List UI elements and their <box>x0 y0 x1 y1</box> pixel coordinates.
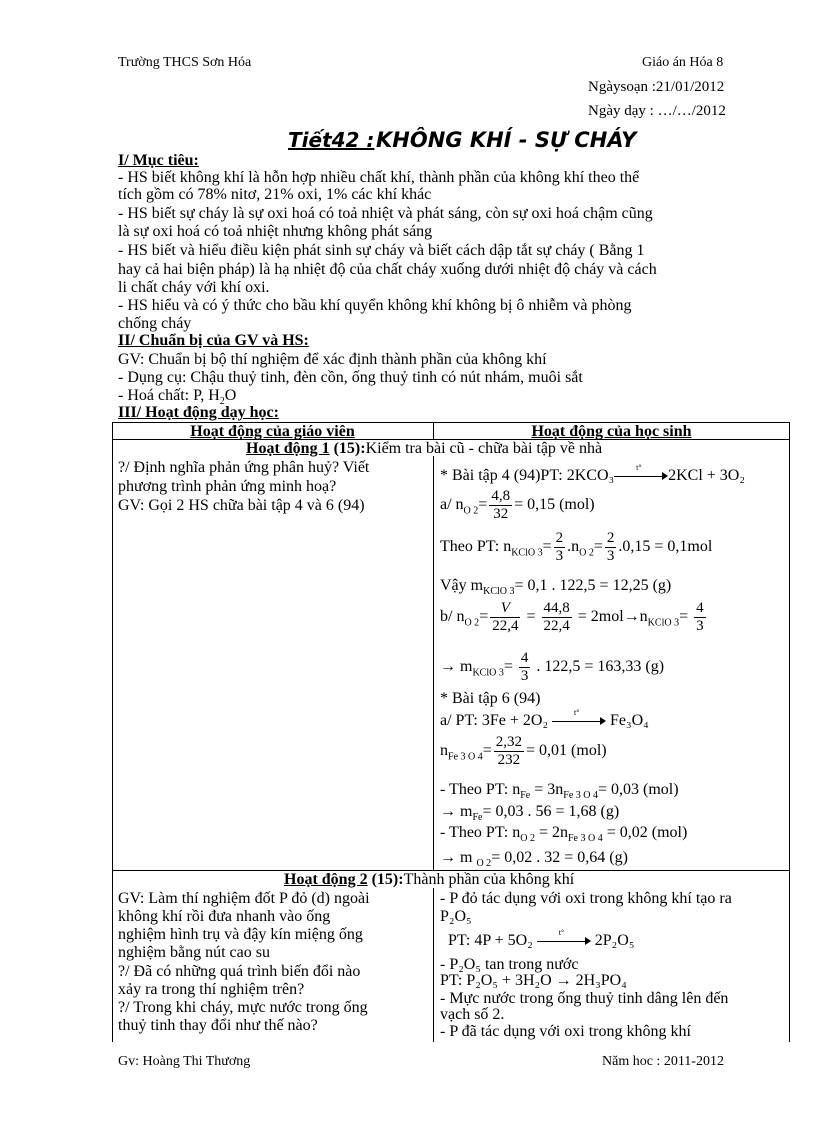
calc-b-m-kclo3: → $m_{KClO 3}=$ $\frac{4}{3}$ . 122,5 = 163,33 (g) <box>440 650 665 684</box>
calc-m-o2: → m $_{O 2}$= 0,02 . 32 = 0,64 (g) <box>440 849 628 870</box>
date-prepared: Ngàysoạn :21/01/2012 <box>588 79 725 95</box>
objective-line: là sự oxi hoá có toả nhiệt nhưng không phát sáng <box>118 223 433 240</box>
footer-teacher: Gv: Hoàng Thi Thương <box>118 1054 251 1069</box>
student-answer: - Mực nước trong ống thuỷ tinh dâng lên đến <box>440 990 729 1007</box>
objective-line: tích gồm có 78% nitơ, 21% oxi, 1% các khí khác <box>118 186 432 203</box>
preparation-line: GV: Chuẩn bị bộ thí nghiệm để xác định thành phần của không khí <box>118 351 547 368</box>
calc-m-fe: → $m_{Fe}= 0,03$ . 56 = 1,68 (g) <box>440 803 620 824</box>
footer-year: Năm hoc : 2011-2012 <box>602 1054 724 1069</box>
student-equation: PT: P₂O₅ + 3H₂O → 2H₃PO₄ <box>440 972 627 989</box>
activity-1-heading: Hoạt động 1 (15):Kiểm tra bài cũ - chữa bài tập về nhà <box>246 440 603 457</box>
calc-n-fe: - Theo PT: $n_{Fe} = 3n_{Fe 3 O 4}= 0,03$ (mol) <box>440 781 679 802</box>
objective-line: hay cả hai biện pháp) là hạ nhiệt độ của chất cháy xuống dưới nhiệt độ cháy và cách <box>118 261 657 278</box>
teacher-instruction: GV: Gọi 2 HS chữa bài tập 4 và 6 (94) <box>118 497 365 514</box>
exercise-4-equation: * Bài tập 4 (94)PT: 2KCO₃ t° 2KCl + 3O₂ <box>440 463 745 484</box>
section-activities-heading: III/ Hoạt động dạy học: <box>118 404 279 421</box>
student-answer: - P₂O₅ tan trong nước <box>440 956 579 973</box>
reaction-arrow: t° <box>552 715 606 727</box>
school-name: Trường THCS Sơn Hóa <box>118 55 252 70</box>
column-header-teacher: Hoạt động của giáo viên <box>190 423 355 440</box>
objective-line: - HS biết sự cháy là sự oxi hoá có toả nhiệt và phát sáng, còn sự oxi hoá chậm cũng <box>118 205 653 222</box>
table-col-divider <box>433 888 434 1042</box>
teacher-instruction: nghiệm bằng nút cao su <box>118 944 270 961</box>
teacher-question: ?/ Định nghĩa phản ứng phân huỷ? Viết <box>118 459 370 476</box>
table-col-divider <box>433 456 434 870</box>
student-answer: - P đỏ tác dụng với oxi trong không khí tạo ra <box>440 890 732 907</box>
teacher-instruction: nghiệm hình trụ và đậy kín miệng ống <box>118 926 363 943</box>
calc-n-o2: a/ $n_{O 2}=$ $\frac{4,8}{32}$ = 0,15 (mol) <box>440 488 595 522</box>
lesson-number: Tiết42 : <box>288 128 375 152</box>
calc-b-n-o2: b/ $n_{O 2}=$ $\frac{V}{22,4}$ = $\frac{44,8}{22,4}$ = $2mol\to n_{KClO 3}=$ $\frac{4}{3}$ <box>440 600 704 634</box>
lesson-title: KHÔNG KHÍ - SỰ CHÁY <box>376 128 637 152</box>
teacher-question: phương trình phản ứng minh hoạ? <box>118 478 337 495</box>
activity-2-heading: Hoạt động 2 (15):Thành phần của không khí <box>284 871 575 888</box>
student-answer: vạch số 2. <box>440 1006 505 1023</box>
preparation-line: - Dụng cụ: Chậu thuỷ tinh, đèn cồn, ống thuỷ tinh có nút nhám, muôi sắt <box>118 369 583 386</box>
teacher-question: ?/ Đã có những quá trình biến đổi nào <box>118 963 361 980</box>
objective-line: - HS biết không khí là hỗn hợp nhiều chất khí, thành phần của không khí theo thể <box>118 169 640 186</box>
teacher-question: xảy ra trong thí nghiệm trên? <box>118 981 305 998</box>
student-equation: PT: 4P + 5O₂ t° 2P₂O₅ <box>448 928 635 949</box>
subject-label: Giáo án Hóa 8 <box>642 55 724 70</box>
exercise-6-equation: a/ PT: 3Fe + 2O₂ t° Fe₃O₄ <box>440 708 649 729</box>
objective-line: - HS biết và hiểu điều kiện phát sinh sự cháy và biết cách dập tắt sự cháy ( Bằng 1 <box>118 242 645 259</box>
date-taught: Ngày dạy : …/…/2012 <box>588 103 726 119</box>
section-preparation-heading: II/ Chuẩn bị của GV và HS: <box>118 332 309 349</box>
calc-n-kclo3: Theo PT: $n_{KClO 3}=$ $\frac{2}{3}$ $.n_{O 2}=$ $\frac{2}{3}$ .0,15 = 0,1mol <box>440 530 713 564</box>
table-right-border <box>789 422 790 1042</box>
calc-n-o2-b: - Theo PT: $n_{O 2} = 2n_{Fe 3 O 4} = 0,02$ (mol) <box>440 824 688 845</box>
objective-line: chống cháy <box>118 315 192 332</box>
teacher-question: ?/ Trong khi cháy, mực nước trong ống <box>118 999 368 1016</box>
column-header-student: Hoạt động của học sinh <box>531 423 692 440</box>
teacher-instruction: GV: Làm thí nghiệm đốt P đỏ (d) ngoài <box>118 890 370 907</box>
preparation-line: - Hoá chất: P, $H_2O$ <box>118 387 237 408</box>
section-objectives-heading: I/ Mục tiêu: <box>118 152 199 169</box>
student-answer: - P đã tác dụng với oxi trong không khí <box>440 1023 691 1040</box>
teacher-instruction: không khí rồi đưa nhanh vào ống <box>118 908 331 925</box>
exercise-6-heading: * Bài tập 6 (94) <box>440 690 541 707</box>
reaction-arrow: t° <box>614 470 668 482</box>
objective-line: li chất cháy với khí oxi. <box>118 279 270 296</box>
teacher-question: thuỷ tinh thay đổi như thế nào? <box>118 1017 318 1034</box>
table-left-border <box>112 422 113 1042</box>
calc-n-fe3o4: $n_{Fe 3 O 4}=$ $\frac{2,32}{232}$ = 0,01 (mol) <box>440 734 607 768</box>
calc-m-kclo3: Vậy $m_{KClO 3}= 0,1$ . 122,5 = 12,25 (g) <box>440 577 672 598</box>
student-answer: P₂O₅ <box>440 908 472 925</box>
reaction-arrow: t° <box>537 935 591 947</box>
objective-line: - HS hiểu và có ý thức cho bầu khí quyển không khí không bị ô nhiễm và phòng <box>118 297 632 314</box>
